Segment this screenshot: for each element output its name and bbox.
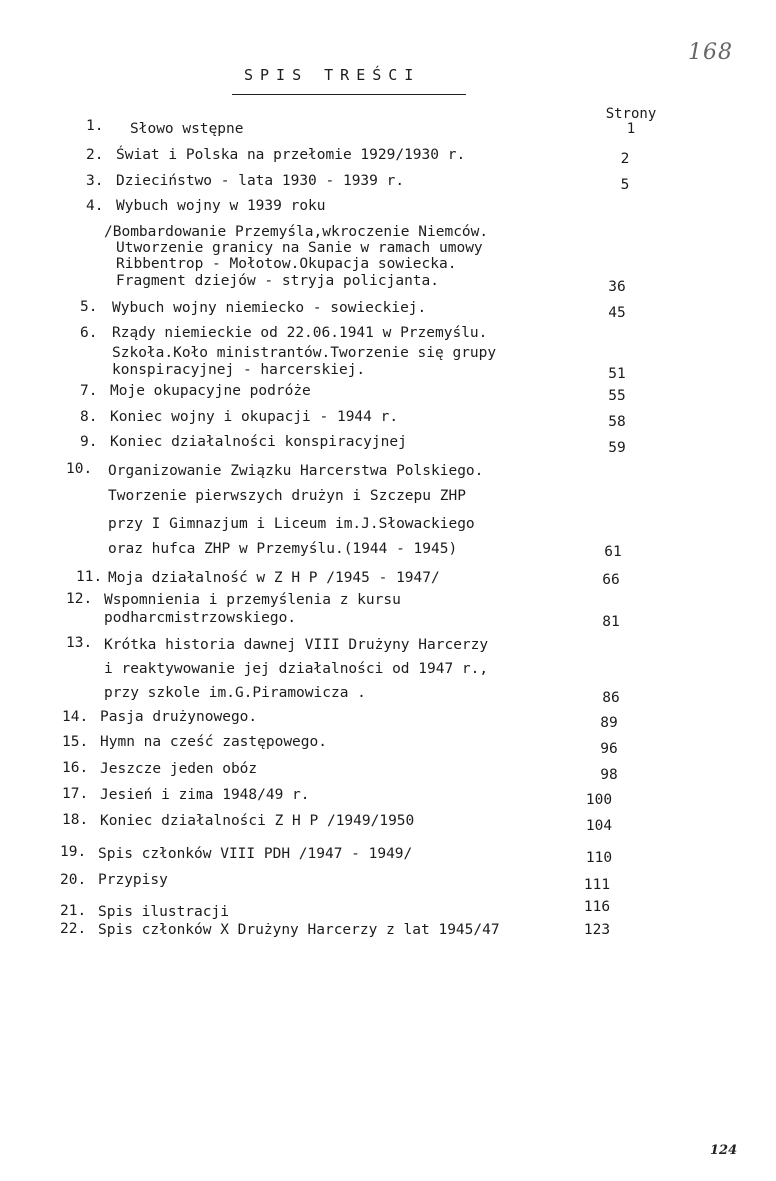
entry-number: 14. — [62, 709, 89, 725]
entry-page: 45 — [608, 305, 626, 321]
entry-page: 2 — [620, 151, 630, 167]
entry-text: Pasja drużynowego. — [100, 709, 258, 725]
entry-page: 55 — [608, 388, 626, 404]
entry-text: /Bombardowanie Przemyśla,wkroczenie Niemców. — [104, 224, 489, 240]
entry-number: 17. — [62, 786, 89, 802]
entry-number: 15. — [62, 734, 89, 750]
entry-text: Wspomnienia i przemyślenia z kursu — [104, 592, 401, 608]
entry-page: 51 — [608, 366, 626, 382]
entry-text: Dzieciństwo - lata 1930 - 1939 r. — [116, 173, 405, 189]
entry-text: Szkoła.Koło ministrantów.Tworzenie się grupy — [112, 345, 497, 361]
entry-number: 11. — [76, 569, 103, 585]
pages-header-first-page: 1 — [626, 121, 636, 137]
entry-page: 96 — [600, 741, 618, 757]
entry-page: 61 — [604, 544, 622, 560]
entry-text: Koniec działalności Z H P /1949/1950 — [100, 813, 415, 829]
entry-text: Ribbentrop - Mołotow.Okupacja sowiecka. — [116, 256, 457, 272]
entry-number: 3. — [86, 173, 104, 189]
entry-text: Wybuch wojny w 1939 roku — [116, 198, 326, 214]
entry-page: 116 — [583, 899, 611, 915]
entry-page: 111 — [583, 877, 611, 893]
entry-text: Spis ilustracji — [98, 904, 229, 920]
entry-number: 1. — [86, 118, 104, 134]
entry-text: przy szkole im.G.Piramowicza . — [104, 685, 366, 701]
entry-text: Przypisy — [98, 872, 168, 888]
entry-number: 5. — [80, 299, 98, 315]
entry-number: 13. — [66, 635, 93, 651]
entry-text: Hymn na cześć zastępowego. — [100, 734, 327, 750]
entry-text: oraz hufca ZHP w Przemyślu.(1944 - 1945) — [108, 541, 458, 557]
entry-text: konspiracyjnej - harcerskiej. — [112, 362, 366, 378]
entry-text: Moje okupacyjne podróże — [110, 383, 311, 399]
entry-number: 6. — [80, 325, 98, 341]
entry-text: Świat i Polska na przełomie 1929/1930 r. — [116, 147, 466, 163]
entry-page: 5 — [620, 177, 630, 193]
handwritten-page-number: 124 — [710, 1143, 738, 1158]
entry-page: 86 — [602, 690, 620, 706]
entry-number: 20. — [60, 872, 87, 888]
page-title: SPIS TREŚCI — [244, 66, 421, 84]
entry-page: 110 — [585, 850, 613, 866]
entry-text: Spis członków VIII PDH /1947 - 1949/ — [98, 846, 413, 862]
entry-page: 81 — [602, 614, 620, 630]
entry-number: 9. — [80, 434, 98, 450]
pages-column-header — [598, 107, 664, 137]
entry-number: 8. — [80, 409, 98, 425]
entry-text: Moja działalność w Z H P /1945 - 1947/ — [108, 570, 440, 586]
entry-text: Wybuch wojny niemiecko - sowieckiej. — [112, 300, 427, 316]
entry-number: 18. — [62, 812, 89, 828]
entry-number: 16. — [62, 760, 89, 776]
entry-text: Krótka historia dawnej VIII Drużyny Harcerzy — [104, 637, 489, 653]
entry-text: Koniec działalności konspiracyjnej — [110, 434, 407, 450]
entry-text: Tworzenie pierwszych drużyn i Szczepu ZHP — [108, 488, 466, 504]
entry-text: Jeszcze jeden obóz — [100, 761, 258, 777]
entry-number: 21. — [60, 903, 87, 919]
entry-number: 12. — [66, 591, 93, 607]
entry-page: 66 — [602, 572, 620, 588]
entry-number: 4. — [86, 198, 104, 214]
handwritten-folio-number: 168 — [688, 40, 733, 65]
entry-page: 123 — [583, 922, 611, 938]
entry-text: Utworzenie granicy na Sanie w ramach umowy — [116, 240, 483, 256]
entry-text: podharcmistrzowskiego. — [104, 610, 297, 626]
entry-number: 10. — [66, 461, 93, 477]
entry-text: i reaktywowanie jej działalności od 1947 r., — [104, 661, 489, 677]
entry-text: Organizowanie Związku Harcerstwa Polskiego. — [108, 463, 484, 479]
entry-number: 2. — [86, 147, 104, 163]
entry-text: Rządy niemieckie od 22.06.1941 w Przemyślu. — [112, 325, 488, 341]
entry-page: 59 — [608, 440, 626, 456]
entry-number: 19. — [60, 844, 87, 860]
entry-text: Koniec wojny i okupacji - 1944 r. — [110, 409, 399, 425]
entry-page: 100 — [585, 792, 613, 808]
entry-text: Jesień i zima 1948/49 r. — [100, 787, 310, 803]
entry-page: 36 — [608, 279, 626, 295]
entry-page: 98 — [600, 767, 618, 783]
entry-text: Spis członków X Drużyny Harcerzy z lat 1945/47 — [98, 922, 500, 938]
entry-text: Słowo wstępne — [130, 121, 244, 137]
title-underline — [232, 94, 466, 95]
entry-text: przy I Gimnazjum i Liceum im.J.Słowackiego — [108, 516, 475, 532]
entry-number: 22. — [60, 921, 87, 937]
entry-text: Fragment dziejów - stryja policjanta. — [116, 273, 440, 289]
entry-page: 58 — [608, 414, 626, 430]
entry-number: 7. — [80, 383, 98, 399]
entry-page: 104 — [585, 818, 613, 834]
entry-page: 89 — [600, 715, 618, 731]
pages-header-label: Strony — [605, 106, 657, 122]
